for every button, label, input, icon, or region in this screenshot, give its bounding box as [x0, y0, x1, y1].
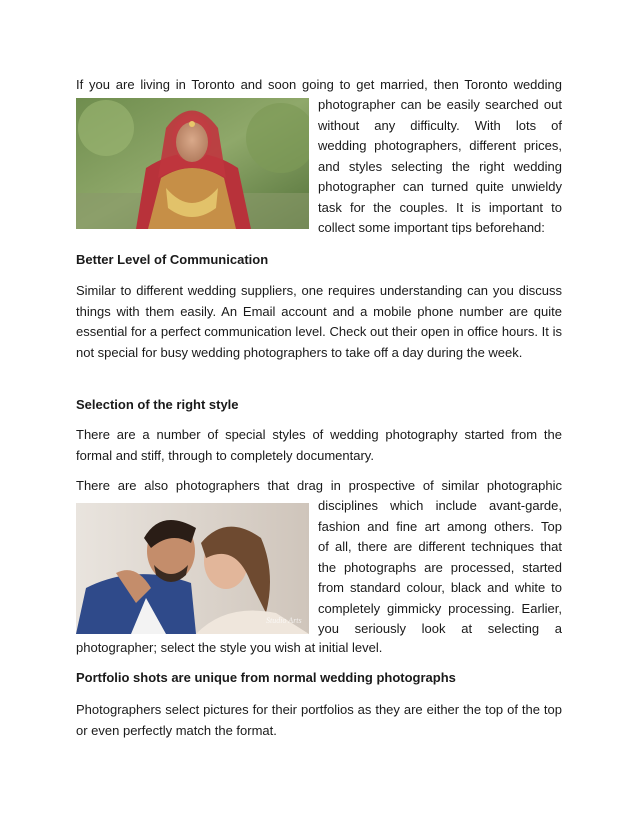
- para1-wrap-line: task for the couples. It is important to: [318, 199, 562, 215]
- para1-wrap-line: photographer can turned quite unwieldy: [318, 179, 562, 194]
- para-styles: There are a number of special styles of wedding photography started from the formal and stiff, through to completely documentary.: [76, 427, 562, 463]
- heading-style: Selection of the right style: [76, 397, 239, 412]
- para4-wrap-line: the photographs are processed, started: [318, 559, 562, 575]
- para4-wrap-line: completely gimmicky processing. Earlier,: [318, 600, 562, 616]
- para1-wrap-line: and styles selecting the right wedding: [318, 158, 562, 174]
- para-portfolio: Photographers select pictures for their portfolios as they are either the top of the top or even perfectly match the format.: [76, 702, 562, 738]
- para4-wrap-line: fashion and fine art among others. Top: [318, 518, 562, 534]
- para4-wrap-line: from standard colour, black and white to: [318, 580, 562, 595]
- photo2-watermark: Studio Arts: [266, 616, 302, 625]
- para1-wrap-line: photographer can be easily searched out: [318, 97, 562, 112]
- para1-wrap-line: collect some important tips beforehand:: [318, 220, 545, 235]
- heading-portfolio: Portfolio shots are unique from normal wedding photographs: [76, 670, 456, 685]
- para1-first-line: If you are living in Toronto and soon going to get married, then Toronto wedding: [76, 77, 562, 92]
- para4-first-line: There are also photographers that drag in prospective of similar photographic: [76, 478, 562, 493]
- para4-last-line: photographer; select the style you wish at initial level.: [76, 640, 383, 655]
- couple-photo: [76, 503, 309, 634]
- para-communication: Similar to different wedding suppliers, one requires understanding can you discuss things with them easily. An Email account and a mobile phone number are quite essential for a perfect communication level. Check out their open in office hours. It is not special for busy wedding photographers to take off a day during the week.: [76, 283, 562, 360]
- para1-wrap-line: without any difficulty. With lots of: [318, 117, 562, 133]
- para4-wrap-line: you seriously look at selecting a: [318, 621, 562, 636]
- heading-communication: Better Level of Communication: [76, 252, 269, 267]
- bride-photo: [76, 98, 309, 229]
- para1-wrap-line: wedding photographers, different prices,: [318, 138, 562, 153]
- para4-wrap-line: of all, there are different techniques that: [318, 539, 562, 554]
- para4-wrap-line: disciplines which include avant-garde,: [318, 498, 562, 513]
